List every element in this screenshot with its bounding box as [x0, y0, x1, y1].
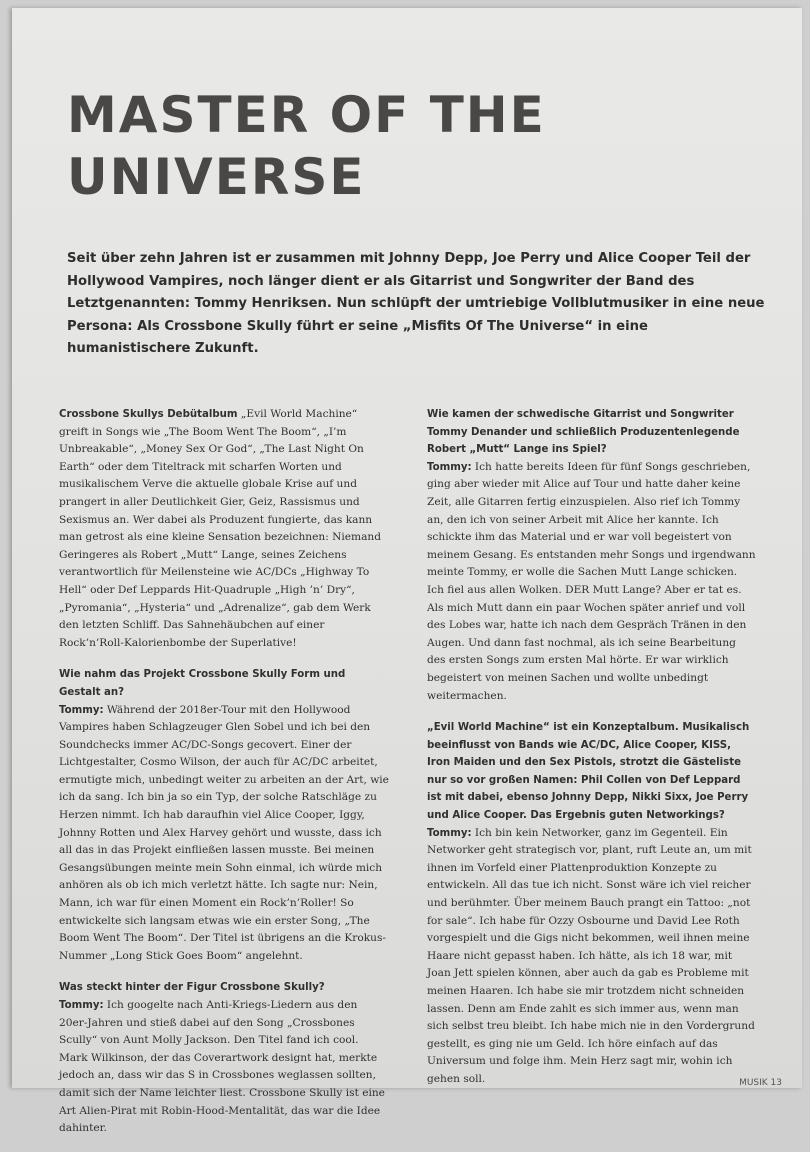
interview-answer: Ich bin kein Networker, ganz im Gegenteil. Ein Networker geht strategisch vor, plant, ruft Leute an, um mit ihnen im Vorfeld einer Plattenproduktion Konzepte zu entwickeln. All das tue ich nicht. Sonst wäre ich viel reicher und berühmter. Über meinem Bauch prangt ein Tattoo: „not for sale“. Ich habe für Ozzy Osbourne und David Lee Roth vorgespielt und die Gigs nicht bekommen, weil ihnen meine Haare nicht gepasst haben. Ich hätte, als ich 18 war, mit Joan Jett spielen können, aber auch da gab es Probleme mit meinen Haaren. Ich habe sie mir trotzdem nicht schneiden lassen. Denn am Ende zahlt es sich immer aus, wenn man sich selbst treu bleibt. Ich habe mich nie in den Vordergrund gestellt, es ging nie um Geld. Ich höre einfach auf das Universum und folge ihm. Mein Herz sagt mir, wohin ich gehen soll.: [427, 826, 755, 1085]
qa-block: [59, 979, 389, 1137]
interview-answer: Ich hatte bereits Ideen für fünf Songs geschrieben, ging aber wieder mit Alice auf Tour und hatte daher keine Zeit, alle Gitarren fertig einzuspielen. Also rief ich Tommy an, den ich von seiner Arbeit mit Alice her kannte. Ich schickte ihm das Material und er war voll begeistert von meinem Gesang. Es entstanden mehr Songs und irgendwann meinte Tommy, er wolle die Sachen Mutt Lange schicken. Ich fiel aus allen Wolken. DER Mutt Lange? Aber er tat es. Als mich Mutt dann ein paar Wochen später anrief und voll des Lobes war, hatte ich nach dem Gespräch Tränen in den Augen. Und dann fast nochmal, als ich seine Bearbeitung des ersten Songs zum ersten Mal hörte. Er war wirklich begeistert von meinen Sachen und wollte unbedingt weitermachen.: [427, 460, 756, 702]
article-lead: Seit über zehn Jahren ist er zusammen mit Johnny Depp, Joe Perry und Alice Cooper Teil der Hollywood Vampires, noch länger dient er als Gitarrist und Songwriter der Band des Letztgenannten: Tommy Henriksen. Nun schlüpft der umtriebige Vollblutmusiker in eine neue Persona: Als Crossbone Skully führt er seine „Misfits Of The Universe“ in eine humanistischere Zukunft.: [67, 251, 765, 356]
interview-answer: Ich googelte nach Anti-Kriegs-Liedern aus den 20er-Jahren und stieß dabei auf den Song „Crossbones Scully“ von Aunt Molly Jackson. Den Titel fand ich cool. Mark Wilkinson, der das Coverartwork designt hat, merkte jedoch an, dass wir das S in Crossbones weglassen sollten, damit sich der Name leichter liest. Crossbone Skully ist eine Art Alien-Pirat mit Robin-Hood-Mentalität, das war die Idee dahinter.: [59, 999, 385, 1135]
page-footer: MUSIK 13: [739, 1078, 782, 1088]
magazine-page: [12, 8, 802, 1135]
qa-block: [59, 666, 389, 965]
interview-question: Was steckt hinter der Figur Crossbone Skully?: [59, 982, 325, 994]
speaker-label: Tommy:: [427, 461, 472, 473]
intro-paragraph: [59, 406, 389, 652]
left-column: [59, 406, 389, 1152]
interview-question: Wie nahm das Projekt Crossbone Skully Form und Gestalt an?: [59, 669, 346, 698]
speaker-label: Tommy:: [59, 1000, 104, 1011]
speaker-label: Tommy:: [59, 704, 104, 716]
speaker-label: Tommy:: [427, 827, 472, 839]
interview-question: Wie kamen der schwedische Gitarrist und Songwriter Tommy Denander und schließlich Produzentenlegende Robert „Mutt“ Lange ins Spiel?: [427, 409, 740, 456]
right-column: [427, 406, 757, 1103]
qa-block: [427, 406, 757, 705]
headline-line-2: UNIVERSE: [67, 148, 366, 206]
article-headline: [67, 84, 627, 208]
interview-question: „Evil World Machine“ ist ein Konzeptalbum. Musikalisch beeinflusst von Bands wie AC/DC, Alice Cooper, KISS, Iron Maiden und den Sex Pistols, strotzt die Gästeliste nur so vor großen Namen: Phil Collen von Def Leppard ist mit dabei, ebenso Johnny Depp, Nikki Sixx, Joe Perry und Alice Cooper. Das Ergebnis guten Networkings?: [427, 722, 750, 822]
qa-block: [427, 719, 757, 1088]
interview-answer: Während der 2018er-Tour mit den Hollywood Vampires haben Schlagzeuger Glen Sobel und ich bei den Soundchecks immer AC/DC-Songs gecovert. Einer der Lichtgestalter, Cosmo Wilson, der auch für AC/DC arbeitet, ermutigte mich, unbedingt weiter zu arbeiten an der Art, wie ich da sang. Ich bin ja so ein Typ, der solche Ratschläge zu Herzen nimmt. Ich hab daraufhin viel Alice Cooper, Iggy, Johnny Rotten und Alex Harvey gehört und wusste, dass ich all das in das Projekt einfließen lassen musste. Bei meinen Gesangsübungen meinte mein Sohn einmal, ich würde mich anhören als ob ich mich verletzt hätte. Ich sagte nur: Nein, Mann, ich war für einen Moment ein Rock’n’Roller! So entwickelte sich langsam etwas wie ein erster Song, „The Boom Went The Boom“. Der Titel ist übrigens an die Krokus-Nummer „Long Stick Goes Boom“ angelehnt.: [59, 703, 389, 962]
intro-lead: Crossbone Skullys Debütalbum: [59, 409, 238, 420]
intro-text: „Evil World Machine“ greift in Songs wie „The Boom Went The Boom“, „I’m Unbreakable“, „Money Sex Or God“, „The Last Night On Earth“ oder dem Titeltrack mit scharfen Worten und musikalischem Verve die aktuelle globale Krise auf und prangert in aller Deutlichkeit Gier, Geiz, Rassismus und Sexismus an. Wer dabei als Produzent fungierte, das kann man getrost als eine kleine Sensation bezeichnen: Niemand Geringeres als Robert „Mutt“ Lange, seines Zeichens verantwortlich für Meilensteine wie AC/DCs „Highway To Hell“ oder Def Leppards Hit-Quadruple „High ’n’ Dry“, „Pyromania“, „Hysteria“ und „Adrenalize“, gab dem Werk den letzten Schliff. Das Sahnehäubchen auf einer Rock’n’Roll-Kalorienbombe der Superlative!: [59, 408, 382, 649]
headline-line-1: MASTER OF THE: [67, 86, 546, 144]
